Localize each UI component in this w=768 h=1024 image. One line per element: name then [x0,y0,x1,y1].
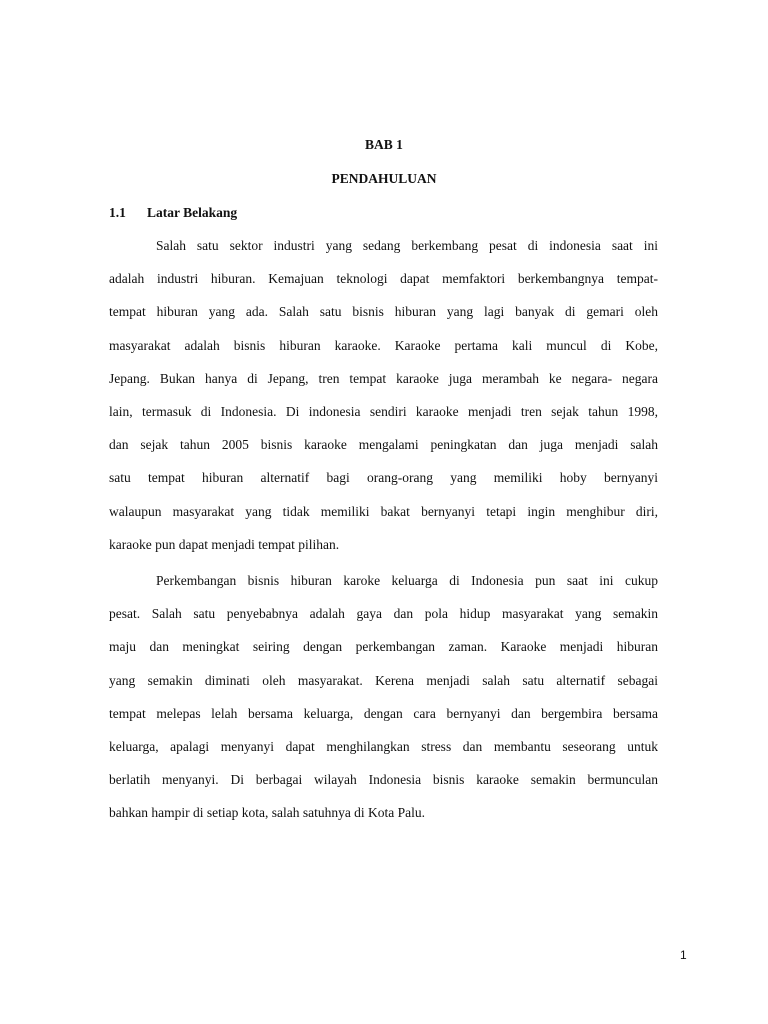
section-title: Latar Belakang [147,205,238,220]
paragraph-line: keluarga, apalagi menyanyi dapat menghilangkan stress dan membantu seseorang untuk [109,738,658,754]
chapter-title: PENDAHULUAN [331,171,437,186]
paragraph-line: masyarakat adalah bisnis hiburan karaoke. Karaoke pertama kali muncul di Kobe, [109,337,658,353]
paragraph-line: Perkembangan bisnis hiburan karoke keluarga di Indonesia pun saat ini cukup [156,573,658,588]
paragraph-line: tempat melepas lelah bersama keluarga, dengan cara bernyanyi dan bergembira bersama [109,705,658,721]
page-number: 1 [680,948,687,962]
section-number: 1.1 [109,205,126,220]
paragraph-line: lain, termasuk di Indonesia. Di indonesia sendiri karaoke menjadi tren sejak tahun 1998, [109,403,658,419]
paragraph-line: tempat hiburan yang ada. Salah satu bisnis hiburan yang lagi banyak di gemari oleh [109,304,658,320]
paragraph-line: Jepang. Bukan hanya di Jepang, tren tempat karaoke juga merambah ke negara- negara [109,370,658,386]
paragraph-line: walaupun masyarakat yang tidak memiliki bakat bernyanyi tetapi ingin menghibur diri, [109,503,658,519]
paragraph-line: pesat. Salah satu penyebabnya adalah gaya dan pola hidup masyarakat yang semakin [109,606,658,622]
paragraph-line: satu tempat hiburan alternatif bagi orang-orang yang memiliki hoby bernyanyi [109,470,658,486]
paragraph-line: yang semakin diminati oleh masyarakat. Kerena menjadi salah satu alternatif sebagai [109,672,658,688]
paragraph-line: Salah satu sektor industri yang sedang berkembang pesat di indonesia saat ini [156,238,658,253]
paragraph-line: dan sejak tahun 2005 bisnis karaoke mengalami peningkatan dan juga menjadi salah [109,437,658,453]
paragraph-line: maju dan meningkat seiring dengan perkembangan zaman. Karaoke menjadi hiburan [109,639,658,655]
paragraph-1 [109,229,658,561]
chapter-label: BAB 1 [365,137,403,152]
paragraph-line: bahkan hampir di setiap kota, salah satuhnya di Kota Palu. [109,805,426,821]
paragraph-2 [109,564,658,830]
section-heading [109,205,237,221]
paragraph-line: karaoke pun dapat menjadi tempat pilihan. [109,536,340,552]
paragraph-line: adalah industri hiburan. Kemajuan teknologi dapat memfaktori berkembangnya tempat- [109,271,658,287]
paragraph-line: berlatih menyanyi. Di berbagai wilayah Indonesia bisnis karaoke semakin bermunculan [109,772,658,788]
